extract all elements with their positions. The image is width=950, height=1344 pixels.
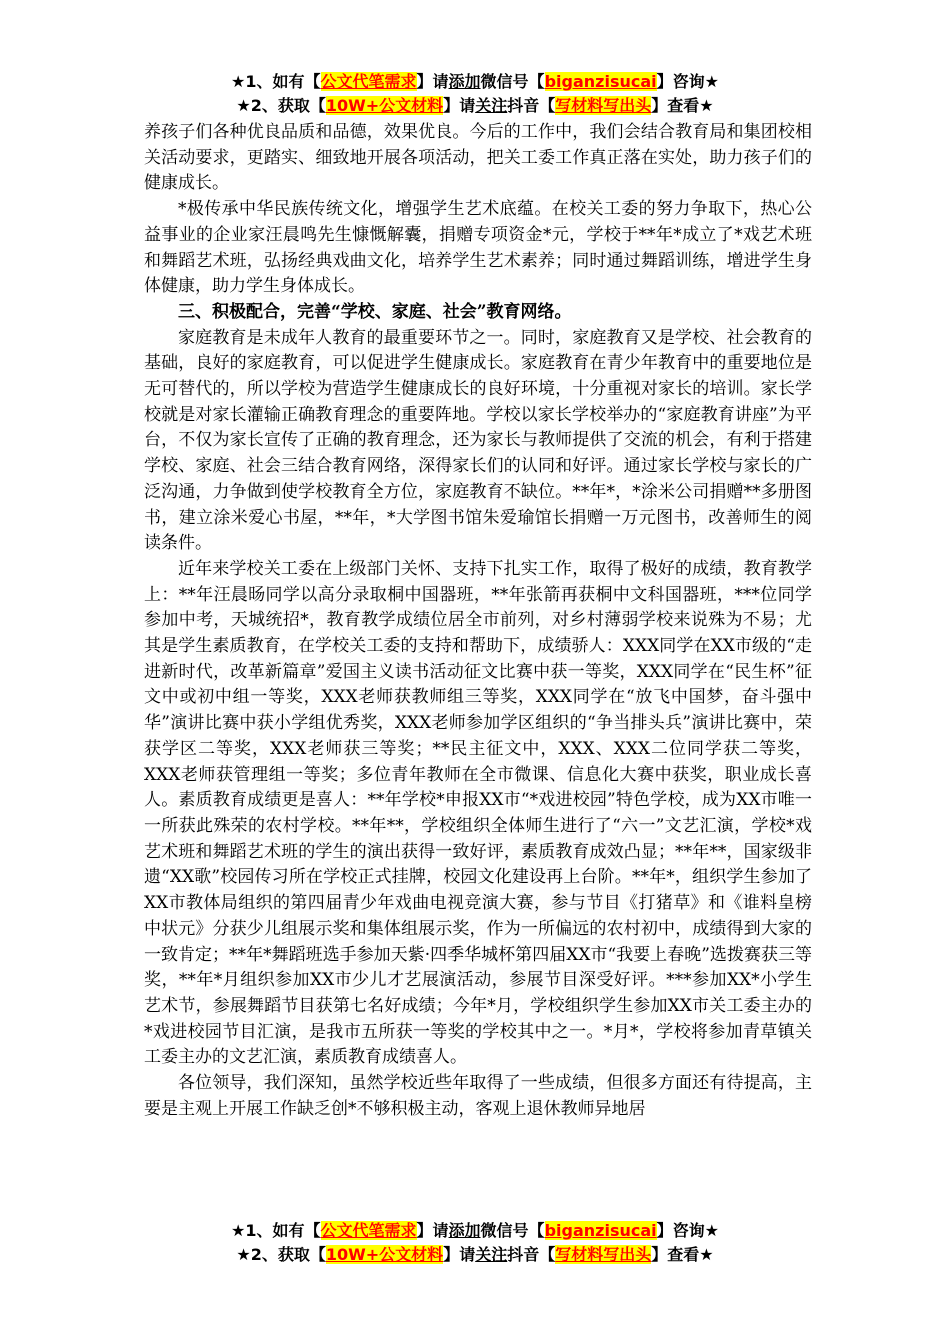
banner-highlight: 10W+公文材料 [325, 1245, 444, 1264]
paragraph: 各位领导，我们深知，虽然学校近些年取得了一些成绩，但很多方面还有待提高，主要是主观上开展工作缺乏创*不够积极主动，客观上退休教师异地居 [144, 1073, 812, 1119]
banner-text: 微信号【 [480, 1221, 545, 1240]
paragraph: *极传承中华民族传统文化，增强学生艺术底蕴。在校关工委的努力争取下，热心公益事业的企业家汪晨鸣先生慷慨解囊，捐赠专项资金*元，学校于**年*成立了*戏艺术班和舞蹈艺术班，弘扬经典戏曲文化，培养学生艺术素养；同时通过舞蹈训练，增进学生身体健康，助力学生身体成长。 [144, 199, 812, 297]
banner-text: ★2、获取【 [236, 96, 326, 115]
footer-banner-line2 [0, 1243, 950, 1267]
banner-text: ★2、获取【 [236, 1245, 326, 1264]
banner-text: 抖音【 [507, 96, 556, 115]
banner-highlight-douyin: 写材料写出头 [555, 96, 652, 115]
banner-emphasis: 关注 [475, 96, 508, 115]
footer-banner-line1 [0, 1219, 950, 1243]
banner-emphasis: 添加 [448, 72, 481, 91]
banner-highlight-wechat: biganzisucai [544, 72, 657, 91]
banner-text: 】咨询★ [656, 72, 719, 91]
banner-text: 】查看★ [651, 1245, 714, 1264]
banner-text: ★1、如有【 [231, 1221, 321, 1240]
banner-text: 】请 [443, 1245, 476, 1264]
banner-text: 抖音【 [507, 1245, 556, 1264]
paragraph: 家庭教育是未成年人教育的最重要环节之一。同时，家庭教育又是学校、社会教育的基础，良好的家庭教育，可以促进学生健康成长。家庭教育在青少年教育中的重要地位是无可替代的，所以学校为营造学生健康成长的良好环境，十分重视对家长的培训。家长学校就是对家长灌输正确教育理念的重要阵地。学校以家长学校举办的“家庭教育讲座”为平台，不仅为家长宣传了正确的教育理念，还为家长与教师提供了交流的机会，有利于搭建学校、家庭、社会三结合教育网络，深得家长们的认同和好评。通过家长学校与家长的广泛沟通，力争做到使学校教育全方位，家庭教育不缺位。**年*，*涂米公司捐赠**多册图书，建立涂米爱心书屋，**年，*大学图书馆朱爱瑜馆长捐赠一万元图书，改善师生的阅读条件。 [144, 327, 812, 554]
banner-highlight-wechat: biganzisucai [544, 1221, 657, 1240]
banner-text: ★1、如有【 [231, 72, 321, 91]
paragraph: 养孩子们各种优良品质和品德，效果优良。今后的工作中，我们会结合教育局和集团校相关活动要求，更踏实、细致地开展各项活动，把关工委工作真正落在实处，助力孩子们的健康成长。 [144, 122, 812, 194]
banner-highlight: 10W+公文材料 [325, 96, 444, 115]
banner-highlight: 公文代笔需求 [320, 72, 417, 91]
banner-text: 】请 [416, 1221, 449, 1240]
banner-text: 】查看★ [651, 96, 714, 115]
section-heading: 三、积极配合，完善“学校、家庭、社会”教育网络。 [178, 301, 572, 322]
banner-text: 】请 [416, 72, 449, 91]
banner-text: 】咨询★ [656, 1221, 719, 1240]
document-body [144, 120, 812, 1122]
banner-highlight-douyin: 写材料写出头 [555, 1245, 652, 1264]
paragraph: 近年来学校关工委在上级部门关怀、支持下扎实工作，取得了极好的成绩，教育教学上：**年汪晨旸同学以高分录取桐中国器班，**年张箭再获桐中文科国器班，***位同学参加中考，天城统招*，教育教学成绩位居全市前列，对乡村薄弱学校来说殊为不易；尤其是学生素质教育，在学校关工委的支持和帮助下，成绩骄人：XXX同学在XX市级的“走进新时代，改革新篇章”爱国主义读书活动征文比赛中获一等奖，XXX同学在“民生杯”征文中或初中组一等奖，XXX老师获教师组三等奖，XXX同学在“放飞中国梦，奋斗强中华”演讲比赛中获小学组优秀奖，XXX老师参加学区组织的“争当排头兵”演讲比赛中，荣获学区二等奖，XXX老师获三等奖；**民主征文中，XXX、XXX二位同学获二等奖，XXX老师获管理组一等奖；多位青年教师在全市微课、信息化大赛中获奖，职业成长喜人。素质教育成绩更是喜人：**年学校*申报XX市“*戏进校园”特色学校，成为XX市唯一一所获此殊荣的农村学校。**年**，学校组织全体师生进行了“六一”文艺汇演，学校*戏艺术班和舞蹈艺术班的学生的演出获得一致好评，素质教育成效凸显；**年**，国家级非遗“XX歌”校园传习所在学校正式挂牌，校园文化建设再上台阶。**年*，组织学生参加了XX市教体局组织的第四届青少年戏曲电视竞演大赛，参与节目《打猪草》和《谁料皇榜中状元》分获少儿组展示奖和集体组展示奖，作为一所偏远的农村初中，成绩得到大家的一致肯定；**年*舞蹈班选手参加天紫·四季华城杯第四届XX市“我要上春晚”选拨赛获三等奖，**年*月组织参加XX市少儿才艺展演活动，参展节目深受好评。***参加XX*小学生艺术节，参展舞蹈节目获第七名好成绩；今年*月，学校组织学生参加XX市关工委主办的*戏进校园节目汇演，是我市五所获一等奖的学校其中之一。*月*，学校将参加青草镇关工委主办的文艺汇演，素质教育成绩喜人。 [144, 558, 812, 1068]
banner-text: 微信号【 [480, 72, 545, 91]
banner-text: 】请 [443, 96, 476, 115]
header-banner-line2 [0, 94, 950, 118]
banner-highlight: 公文代笔需求 [320, 1221, 417, 1240]
header-banner-line1 [0, 70, 950, 94]
banner-emphasis: 关注 [475, 1245, 508, 1264]
banner-emphasis: 添加 [448, 1221, 481, 1240]
